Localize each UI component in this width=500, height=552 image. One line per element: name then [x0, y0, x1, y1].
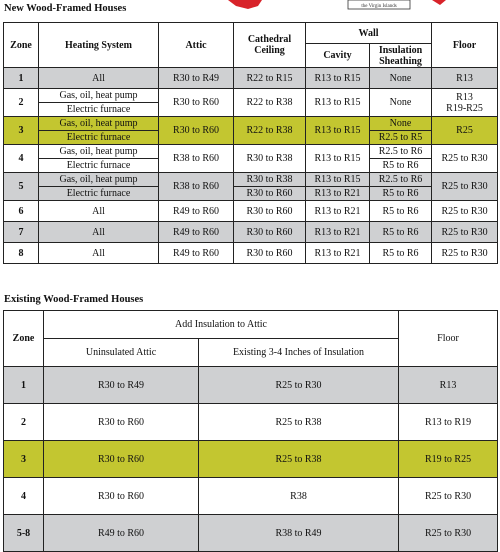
cell-line: R30 to R38: [246, 153, 293, 164]
cell-line: Electric furnace: [66, 188, 131, 199]
cell-line: All: [92, 247, 105, 259]
cell-sheath: [370, 222, 432, 243]
cell-sheath: [370, 243, 432, 264]
cell-zone: 5-8: [4, 515, 44, 552]
cell-line: R49 to R60: [172, 226, 220, 238]
cell-line: Electric furnace: [66, 132, 131, 143]
cell-cav: [306, 145, 370, 173]
cell-heat: [39, 89, 159, 117]
cell-floor: R25 to R30: [399, 478, 498, 515]
cell-floor: [432, 222, 498, 243]
cell-line: R25 to R30: [441, 226, 488, 238]
cell-line: R30 to R60: [246, 205, 293, 217]
cell-line: R30 to R60: [172, 97, 220, 108]
header-attic: Attic: [159, 23, 234, 68]
cell-line: R49 to R60: [172, 205, 220, 217]
cell-line: R22 to R38: [246, 125, 293, 136]
cell-line: None: [370, 117, 431, 131]
new-houses-table: [3, 22, 498, 264]
cell-line: R13 to R21: [314, 226, 361, 238]
cell-sheath: [370, 89, 432, 117]
cell-zone: 6: [4, 201, 39, 222]
cell-line: R13 to R21: [314, 188, 361, 199]
cell-line: R25: [456, 125, 473, 136]
cell-line: R19-R25: [446, 102, 483, 114]
cell-line: R49 to R60: [172, 247, 220, 259]
cell-ex: R38: [199, 478, 399, 515]
cell-line: R30 to R60: [246, 247, 293, 259]
cell-zone: 2: [4, 404, 44, 441]
cell-cav: [306, 68, 370, 89]
cell-attic: [159, 145, 234, 173]
cell-heat: [39, 243, 159, 264]
cell-line: Electric furnace: [66, 160, 131, 171]
header-uninsulated-attic: Uninsulated Attic: [44, 339, 199, 367]
cell-line: R13 to R15: [306, 173, 369, 187]
cell-sheath: [370, 201, 432, 222]
cell-floor: [432, 117, 498, 145]
cell-attic: [159, 201, 234, 222]
cell-line: R2.5 to R5: [378, 132, 423, 143]
cell-cav: [306, 173, 370, 201]
cell-attic: [159, 243, 234, 264]
map-region-red-right: [432, 0, 446, 5]
cell-line: Electric furnace: [66, 104, 131, 115]
cell-heat: [39, 145, 159, 173]
cell-cath: [234, 145, 306, 173]
cell-line: R5 to R6: [382, 205, 419, 217]
cell-cath: [234, 173, 306, 201]
table-row: [4, 89, 498, 117]
cell-cath: [234, 222, 306, 243]
cell-ex: R25 to R38: [199, 441, 399, 478]
header-zone: Zone: [4, 311, 44, 367]
cell-line: R22 to R38: [246, 97, 293, 108]
cell-floor: R19 to R25: [399, 441, 498, 478]
cell-line: R13 to R15: [314, 125, 361, 136]
cell-sheath: [370, 145, 432, 173]
table-row: [4, 367, 498, 404]
cell-heat: [39, 68, 159, 89]
cell-un: R49 to R60: [44, 515, 199, 552]
cell-sheath: [370, 173, 432, 201]
cell-line: Gas, oil, heat pump: [39, 145, 158, 159]
cell-line: All: [92, 72, 105, 84]
cell-cath: [234, 117, 306, 145]
cell-floor: [432, 201, 498, 222]
cell-un: R30 to R49: [44, 367, 199, 404]
cell-un: R30 to R60: [44, 404, 199, 441]
cell-line: R5 to R6: [382, 226, 419, 238]
table-row: [4, 222, 498, 243]
table-row: [4, 404, 498, 441]
table-row: [4, 441, 498, 478]
header-add-insulation-attic: Add Insulation to Attic: [44, 311, 399, 339]
cell-cav: [306, 201, 370, 222]
table-row: [4, 117, 498, 145]
cell-line: None: [389, 97, 412, 108]
cell-line: R2.5 to R6: [370, 145, 431, 159]
header-cathedral-ceiling: Cathedral Ceiling: [234, 23, 306, 68]
cell-heat: [39, 173, 159, 201]
cell-sheath: [370, 117, 432, 145]
cell-line: R13 to R21: [314, 205, 361, 217]
cell-line: R30 to R60: [246, 188, 293, 199]
cell-line: R5 to R6: [382, 247, 419, 259]
cell-line: R25 to R30: [441, 153, 488, 164]
cell-line: R25 to R30: [441, 247, 488, 259]
cell-heat: [39, 222, 159, 243]
cell-line: Gas, oil, heat pump: [39, 89, 158, 103]
header-insulation-sheathing: Insulation Sheathing: [370, 44, 432, 68]
cell-line: R30 to R60: [246, 226, 293, 238]
header-existing-insulation: Existing 3-4 Inches of Insulation: [199, 339, 399, 367]
cell-zone: 3: [4, 441, 44, 478]
table-row: [4, 515, 498, 552]
cell-cav: [306, 222, 370, 243]
cell-line: R13: [456, 72, 473, 84]
cell-line: R25 to R30: [441, 181, 488, 192]
cell-line: R25 to R30: [441, 205, 488, 217]
cell-line: R30 to R49: [172, 72, 220, 84]
cell-line: R13 to R15: [314, 72, 361, 84]
cell-sheath: [370, 68, 432, 89]
table-row: [4, 68, 498, 89]
cell-heat: [39, 117, 159, 145]
cell-line: None: [389, 72, 412, 84]
table-row: [4, 243, 498, 264]
new-houses-title: New Wood-Framed Houses: [4, 3, 127, 14]
header-floor: Floor: [399, 311, 498, 367]
table-row: [4, 201, 498, 222]
cell-zone: 7: [4, 222, 39, 243]
cell-line: Gas, oil, heat pump: [39, 173, 158, 187]
cell-line: All: [92, 226, 105, 238]
table-row: [4, 478, 498, 515]
header-floor: Floor: [432, 23, 498, 68]
cell-attic: [159, 173, 234, 201]
header-cavity: Cavity: [306, 44, 370, 68]
cell-attic: [159, 117, 234, 145]
header-heating-system: Heating System: [39, 23, 159, 68]
map-label: the Virgin Islands: [361, 4, 397, 9]
cell-cav: [306, 243, 370, 264]
cell-floor: [432, 68, 498, 89]
cell-floor: [432, 89, 498, 117]
cell-line: R5 to R6: [382, 160, 419, 171]
cell-line: R13 to R15: [314, 97, 361, 108]
cell-line: Gas, oil, heat pump: [39, 117, 158, 131]
cell-zone: 1: [4, 68, 39, 89]
cell-zone: 2: [4, 89, 39, 117]
cell-cav: [306, 89, 370, 117]
cell-line: R5 to R6: [382, 188, 419, 199]
cell-line: R22 to R15: [246, 72, 293, 84]
cell-line: R30 to R38: [234, 173, 305, 187]
header-wall: Wall: [306, 23, 432, 44]
cell-line: R13: [456, 91, 473, 103]
cell-cath: [234, 68, 306, 89]
cell-floor: R13: [399, 367, 498, 404]
cell-ex: R25 to R38: [199, 404, 399, 441]
map-region-red-left: [228, 0, 262, 9]
cell-un: R30 to R60: [44, 478, 199, 515]
cell-floor: R13 to R19: [399, 404, 498, 441]
cell-un: R30 to R60: [44, 441, 199, 478]
cell-attic: [159, 89, 234, 117]
existing-houses-title: Existing Wood-Framed Houses: [4, 294, 144, 305]
cell-ex: R38 to R49: [199, 515, 399, 552]
cell-zone: 3: [4, 117, 39, 145]
cell-zone: 4: [4, 145, 39, 173]
cell-line: R13 to R15: [314, 153, 361, 164]
cell-line: R30 to R60: [172, 125, 220, 136]
cell-heat: [39, 201, 159, 222]
cell-cath: [234, 89, 306, 117]
cell-line: All: [92, 205, 105, 217]
cell-attic: [159, 222, 234, 243]
cell-ex: R25 to R30: [199, 367, 399, 404]
cell-floor: [432, 243, 498, 264]
existing-houses-table: [3, 310, 498, 552]
cell-line: R38 to R60: [172, 181, 220, 192]
cell-line: R13 to R21: [314, 247, 361, 259]
cell-floor: [432, 173, 498, 201]
cell-zone: 1: [4, 367, 44, 404]
cell-zone: 5: [4, 173, 39, 201]
cell-cath: [234, 243, 306, 264]
cell-floor: R25 to R30: [399, 515, 498, 552]
cell-zone: 8: [4, 243, 39, 264]
table-row: [4, 173, 498, 201]
cell-line: R38 to R60: [172, 153, 220, 164]
cell-cav: [306, 117, 370, 145]
cell-floor: [432, 145, 498, 173]
cell-cath: [234, 201, 306, 222]
header-zone: Zone: [4, 23, 39, 68]
table-row: [4, 145, 498, 173]
cell-line: R2.5 to R6: [370, 173, 431, 187]
cell-attic: [159, 68, 234, 89]
cell-zone: 4: [4, 478, 44, 515]
